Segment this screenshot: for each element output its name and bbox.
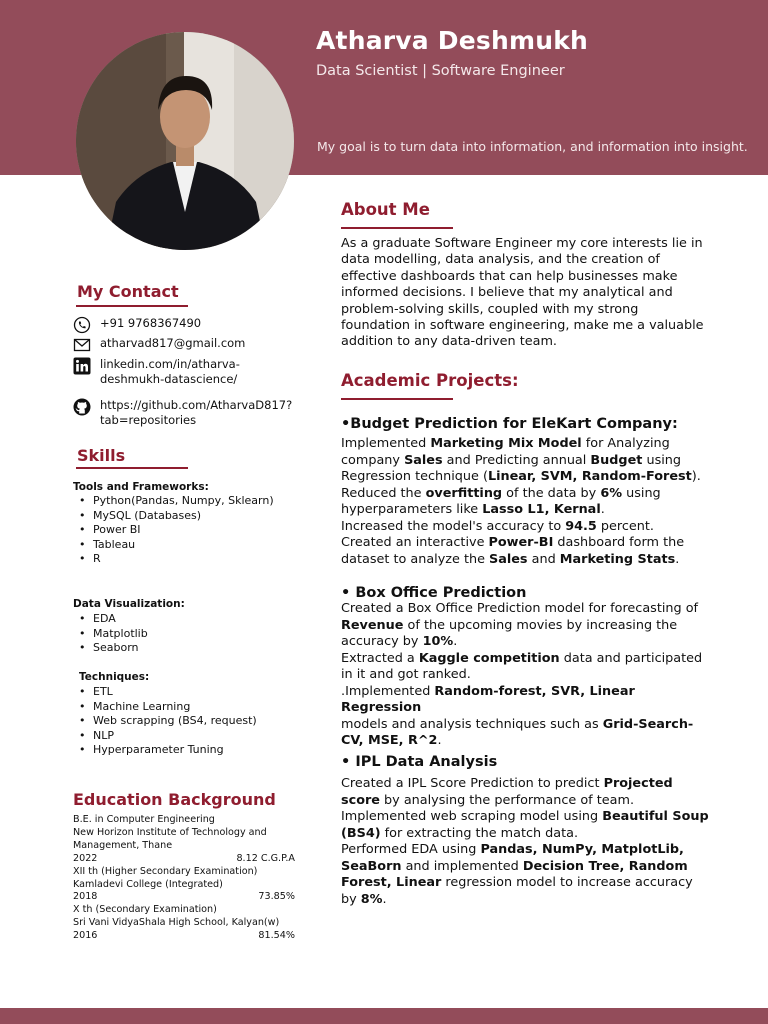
frameworks-list [73,494,274,567]
list-item: • Power BI [73,523,274,538]
list-item: • ETL [73,685,257,700]
bold-text: Forest, Linear [341,875,442,890]
project-title: • Box Office Prediction [341,585,527,601]
education-list [73,814,295,943]
edu-year: 2018 [73,891,98,903]
project-line [341,793,711,810]
phone-icon [73,316,91,334]
project-line [341,892,711,909]
bold-text: Sales [489,551,528,567]
text: accuracy by [341,634,423,649]
bold-text: Power-BI [488,535,554,550]
project-line [341,618,711,635]
project-line [341,842,711,859]
bold-text: 10% [422,634,454,649]
list-item: • EDA [73,612,148,627]
bold-text: 94.5 [565,518,597,534]
profile-photo [76,32,294,250]
edu-degree: B.E. in Computer Engineering [73,814,215,825]
bold-text: Lasso L1, Kernal [482,502,601,517]
contact-email[interactable] [73,336,300,354]
text: . [675,551,680,567]
edu-school: Kamladevi College (Integrated) [73,878,223,890]
about-title: About Me [341,200,430,219]
text: for Analyzing [581,436,670,451]
text: for extracting the match data. [380,825,579,841]
project-line [341,875,711,892]
text: by [341,891,361,907]
viz-heading: Data Visualization: [73,598,185,610]
linkedin-text: linkedin.com/in/atharva-deshmukh-datascience/ [100,357,240,386]
project-body [341,436,711,568]
list-item: • Seaborn [73,641,148,656]
project-line [341,436,711,453]
bold-text: Grid-Search- [602,716,694,732]
project-line [341,535,711,552]
text: hyperparameters like [341,502,483,517]
project-title: •Budget Prediction for EleKart Company: [341,416,678,432]
bold-text: Beautiful Soup [602,809,709,824]
bold-text: score [341,792,380,808]
text: models and analysis techniques such as [341,716,603,732]
bold-text: 6% [600,485,623,501]
project-line [341,601,711,618]
text: Implemented [341,436,431,451]
bold-text: overfitting [425,485,503,501]
candidate-name: Atharva Deshmukh [316,26,589,55]
bold-text: Pandas, NumPy, MatplotLib, [480,842,684,857]
text: and implemented [401,858,523,874]
mail-icon [73,336,91,354]
bold-text: Budget [590,452,643,468]
project-line [341,776,711,793]
contact-title: My Contact [77,282,179,301]
project-line [341,826,711,843]
project-line [341,717,711,734]
phone-text: +91 9768367490 [100,316,202,330]
list-item: • Matplotlib [73,627,148,642]
bold-text: Revenue [341,617,404,633]
contact-rule [76,305,188,307]
project-line [341,859,711,876]
text: Implemented web scraping model using [341,809,603,824]
text: using [642,452,682,468]
linkedin-icon [73,357,91,375]
skills-title: Skills [77,446,126,465]
techniques-list [73,685,257,758]
text: Extracted a [341,650,419,666]
goal-quote: My goal is to turn data into information, and information into insight. [317,139,748,154]
bold-text: Random-forest, SVR, Linear Regression [341,683,635,715]
text: ). [691,469,701,484]
list-item: • Web scrapping (BS4, request) [73,714,257,729]
project-line [341,519,711,536]
bold-text: SeaBorn [341,858,402,874]
bold-text: Marketing Stats [559,551,676,567]
list-item: • Hyperparameter Tuning [73,743,257,758]
bold-text: (BS4) [341,825,381,841]
text: .Implemented [341,683,435,699]
text: . [382,891,387,907]
text: using [622,485,661,501]
contact-linkedin[interactable] [73,357,260,387]
bold-text: CV, MSE, R^2 [341,733,438,748]
edu-score: 73.85% [258,891,295,903]
text: Regression technique ( [341,469,488,484]
github-icon [73,398,91,416]
project-line [341,502,711,519]
text: by analysing the performance of team. [379,792,635,808]
education-title: Education Background [73,790,276,809]
about-text: As a graduate Software Engineer my core interests lie in data modelling, data analysis, and the creation of effective dashboards that can help businesses make informed decisions. I believe that my analytical and problem-solving skills, coupled with my strong foundation in software engineering, make me a valuable addition to any data-driven team. [341,236,704,350]
text: regression model to increase accuracy [441,875,693,890]
text: percent. [596,518,654,534]
project-title: • IPL Data Analysis [341,754,498,770]
text: in it and got ranked. [341,667,471,682]
text: of the upcoming movies by increasing the [403,617,678,633]
list-item: • MySQL (Databases) [73,509,274,524]
footer-band [0,1008,768,1024]
text: company [341,452,405,468]
text: Created a IPL Score Prediction to predict [341,776,604,791]
text: Reduced the [341,485,426,501]
list-item: • Machine Learning [73,700,257,715]
job-tagline: Data Scientist | Software Engineer [316,63,565,79]
edu-year: 2022 [73,852,98,864]
project-line [341,733,711,750]
text: Created a Box Office Prediction model for forecasting of [341,601,699,616]
text: dashboard form the [553,535,685,550]
list-item: • Tableau [73,538,274,553]
list-item: • R [73,552,274,567]
edu-score: 81.54% [258,930,295,942]
edu-year: 2016 [73,930,98,942]
project-line [341,809,711,826]
edu-school: New Horizon Institute of Technology and Management, Thane [73,826,267,851]
frameworks-heading: Tools and Frameworks: [73,481,209,493]
contact-phone[interactable] [73,316,300,334]
text: and [527,551,560,567]
project-line [341,684,711,717]
projects-title: Academic Projects: [341,371,519,390]
text: of the data by [502,485,601,501]
bold-text: Marketing Mix Model [430,436,582,451]
project-line [341,453,711,470]
text: Created an interactive [341,535,489,550]
list-item: • NLP [73,729,257,744]
bold-text: Kaggle competition [418,650,560,666]
email-text: atharvad817@gmail.com [100,336,246,350]
text: Performed EDA using [341,842,481,857]
viz-list [73,612,148,656]
text: data and participated [559,650,703,666]
bold-text: Linear, SVM, Random-Forest [487,469,692,484]
skills-rule [76,467,188,469]
project-line [341,486,711,503]
techniques-heading: Techniques: [79,671,150,683]
edu-school: Sri Vani VidyaShala High School, Kalyan(w) [73,917,280,929]
bold-text: 8% [360,891,383,907]
github-text: https://github.com/AtharvaD817?tab=repositories [100,398,293,427]
bold-text: Decision Tree, Random [522,858,688,874]
contact-github[interactable] [73,398,300,428]
edu-score: 8.12 C.G.P.A [236,852,295,864]
project-line [341,469,711,486]
project-line [341,552,711,569]
about-rule [341,227,453,229]
project-line [341,651,711,668]
text: dataset to analyze the [341,551,490,567]
text: . [600,502,605,517]
text: . [453,634,458,649]
list-item: • Python(Pandas, Numpy, Sklearn) [73,494,274,509]
text: Increased the model's accuracy to [341,518,566,534]
bold-text: Projected [603,776,673,791]
project-body [341,776,711,908]
project-line [341,667,711,684]
text: and Predicting annual [442,452,591,468]
project-line [341,634,711,651]
projects-rule [341,398,453,400]
text: . [437,733,442,748]
edu-degree: XII th (Higher Secondary Examination) [73,865,258,877]
edu-degree: X th (Secondary Examination) [73,904,217,916]
project-body [341,601,711,750]
bold-text: Sales [404,452,443,468]
